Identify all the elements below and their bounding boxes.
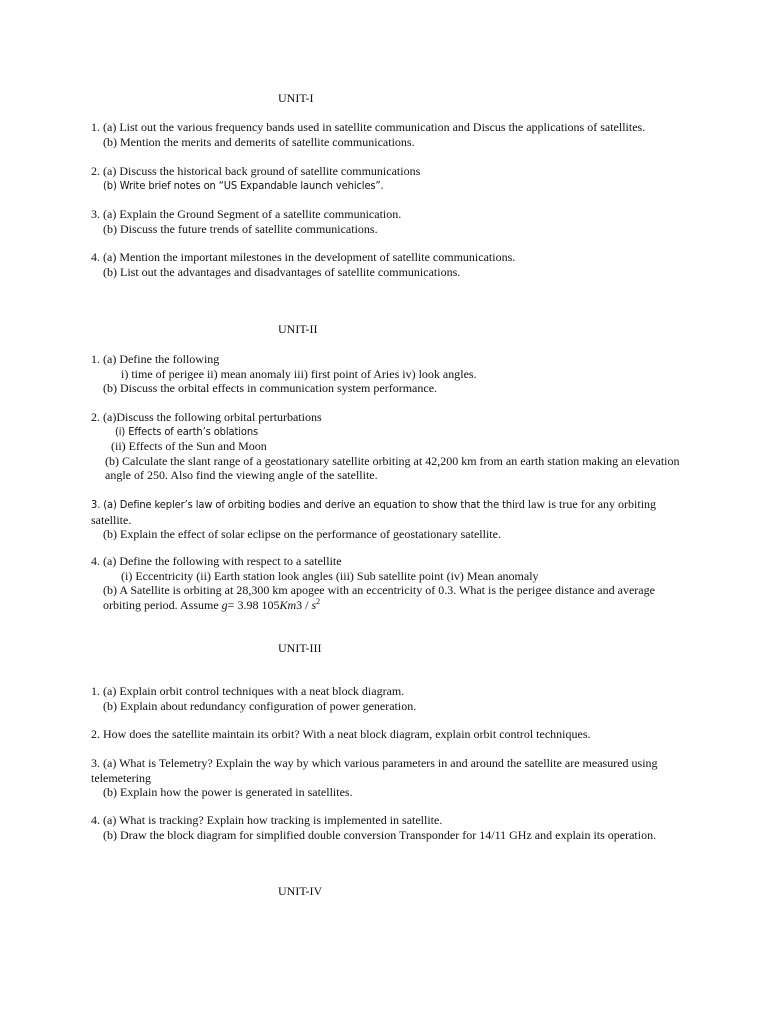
question-block bbox=[91, 164, 681, 193]
question-part-a-text: 3. (a) Define kepler’s law of orbiting bodies and derive an equation to show that the thi bbox=[91, 498, 515, 511]
question-part-b: (b) List out the advantages and disadvantages of satellite communications. bbox=[103, 264, 461, 279]
question-block bbox=[91, 554, 681, 612]
question-part-a: 3. (a) Explain the Ground Segment of a satellite communication. bbox=[91, 207, 402, 221]
equation-exponent: 2 bbox=[316, 596, 321, 606]
question-part-b: (b) Discuss the future trends of satellite communications. bbox=[103, 221, 378, 236]
question-block bbox=[91, 727, 681, 742]
question-block bbox=[91, 813, 681, 842]
question-block bbox=[91, 684, 681, 713]
question-part-b: (b) Mention the merits and demerits of satellite communications. bbox=[103, 134, 415, 149]
question-block bbox=[91, 250, 681, 279]
question-part-a: 2. (a) Discuss the historical back ground of satellite communications bbox=[91, 164, 421, 178]
question-part-a: 1. (a) Define the following bbox=[91, 352, 220, 366]
unit-heading: UNIT-IV bbox=[278, 884, 323, 898]
question-block bbox=[91, 756, 681, 800]
equation-tail: 3 / bbox=[296, 597, 312, 612]
question-part-b bbox=[91, 583, 681, 612]
question-part-b: (b) Explain how the power is generated in satellites. bbox=[103, 785, 353, 800]
question-part-a bbox=[91, 497, 681, 527]
question-part-b: (b) Draw the block diagram for simplified double conversion Transponder for 14/11 GHz and explain its operation. bbox=[103, 827, 657, 842]
question-block bbox=[91, 352, 681, 396]
question-part-a: 1. (a) List out the various frequency bands used in satellite communication and Discus the applications of satellites. bbox=[91, 120, 646, 134]
unit-heading: UNIT-II bbox=[278, 322, 318, 336]
question-subpart: i) time of perigee ii) mean anomaly iii) first point of Aries iv) look angles. bbox=[121, 366, 477, 381]
question-subpart: (ii) Effects of the Sun and Moon bbox=[111, 439, 267, 454]
question-part-a: 1. (a) Explain orbit control techniques with a neat block diagram. bbox=[91, 684, 405, 698]
question-block bbox=[91, 410, 681, 483]
question-part-a: 4. (a) Mention the important milestones in the development of satellite communications. bbox=[91, 250, 516, 264]
question-subpart: (i) Effects of earth’s oblations bbox=[115, 424, 259, 438]
question-subpart: (i) Eccentricity (ii) Earth station look angles (iii) Sub satellite point (iv) Mean anomaly bbox=[121, 568, 539, 583]
question-part-a-text-cont: rd law is true for any orbiting satellite. bbox=[91, 497, 657, 527]
question-part-b: (b) Explain the effect of solar eclipse on the performance of geostationary satellite. bbox=[103, 527, 501, 542]
question-block bbox=[91, 120, 681, 149]
question-block bbox=[91, 207, 681, 236]
question-part-a: 4. (a) Define the following with respect to a satellite bbox=[91, 554, 342, 568]
question-block bbox=[91, 497, 681, 542]
equation-unit: Km bbox=[279, 597, 297, 612]
question-part-b-text: (b) A Satellite is orbiting at 28,300 km apogee with an eccentricity of 0.3. What is the perigee distance and average orbiting period. Assume bbox=[103, 583, 655, 612]
question-part-a: 2. How does the satellite maintain its orbit? With a neat block diagram, explain orbit control techniques. bbox=[91, 727, 591, 741]
question-part-a: 4. (a) What is tracking? Explain how tracking is implemented in satellite. bbox=[91, 813, 443, 827]
question-part-a: 3. (a) What is Telemetry? Explain the way by which various parameters in and around the satellite are measured using telemetering bbox=[91, 756, 658, 785]
equation-value: = 3.98 105 bbox=[227, 597, 280, 612]
equation-symbol: s bbox=[311, 597, 317, 612]
unit-heading: UNIT-I bbox=[278, 91, 314, 105]
question-part-b bbox=[91, 454, 681, 483]
unit-heading: UNIT-III bbox=[278, 641, 322, 655]
question-part-b-text: (b) Calculate the slant range of a geostationary satellite orbiting at 42,200 km from an earth station making an elevation angle of 250. Also find the viewing angle of the satellite. bbox=[105, 453, 680, 483]
question-part-b: (b) Write brief notes on “US Expandable launch vehicles”. bbox=[103, 178, 384, 192]
question-part-b: (b) Explain about redundancy configuration of power generation. bbox=[103, 698, 417, 713]
question-part-b: (b) Discuss the orbital effects in communication system performance. bbox=[103, 381, 438, 396]
question-part-a: 2. (a)Discuss the following orbital perturbations bbox=[91, 410, 322, 424]
equation-symbol: g bbox=[221, 597, 228, 612]
